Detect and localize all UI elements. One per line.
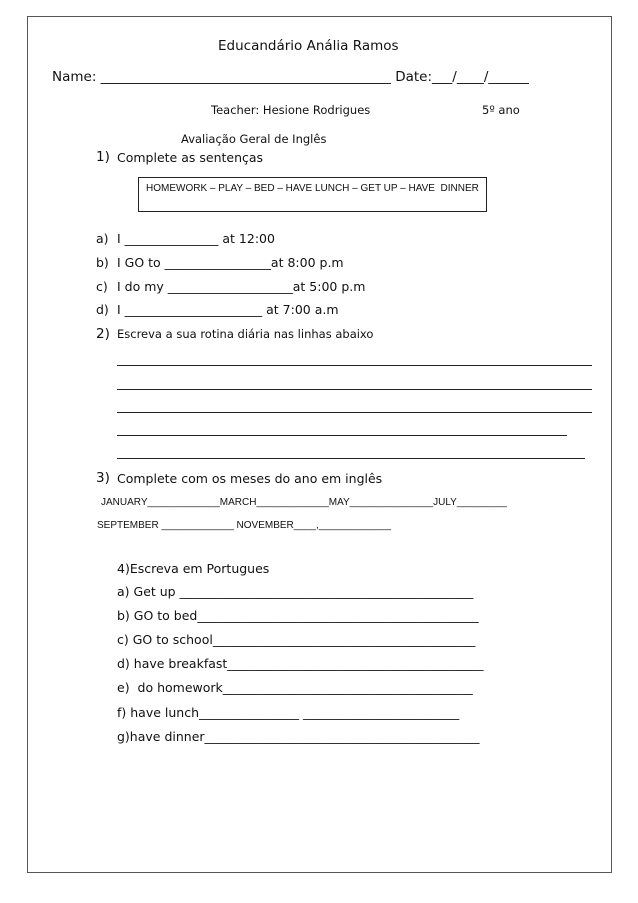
routine-line	[117, 458, 585, 459]
q2-prompt: Escreva a sua rotina diária nas linhas abaixo	[117, 327, 374, 341]
q1-item-a-letter: a)	[96, 231, 109, 246]
q1-prompt: Complete as sentenças	[117, 150, 264, 165]
teacher-name: Teacher: Hesione Rodrigues	[211, 103, 371, 117]
q1-number: 1)	[96, 149, 110, 165]
months-row-1: JANUARY_____________MARCH_____________MAY_______________JULY_________	[101, 497, 507, 508]
word-bank-text: HOMEWORK – PLAY – BED – HAVE LUNCH – GET UP – HAVE DINNER	[146, 183, 479, 194]
q4-item-c: c) GO to school__________________________________________	[117, 632, 476, 647]
q1-item-b-letter: b)	[96, 255, 109, 270]
q1-item-c-letter: c)	[96, 279, 108, 294]
q1-item-b-text: I GO to _________________at 8:00 p.m	[117, 255, 344, 270]
q4-item-a: a) Get up _______________________________________________	[117, 584, 474, 599]
routine-line	[117, 365, 592, 366]
q3-number: 3)	[96, 470, 110, 486]
name-date-line: Name: ___________________________________________ Date:___/____/______	[52, 69, 529, 85]
routine-line	[117, 412, 592, 413]
months-row-2: SEPTEMBER _____________ NOVEMBER____,_____________	[97, 520, 392, 531]
routine-line	[117, 435, 567, 436]
q4-item-d: d) have breakfast_________________________________________	[117, 656, 484, 671]
q4-prompt: 4)Escreva em Portugues	[117, 561, 270, 576]
school-name: Educandário Anália Ramos	[218, 38, 399, 54]
q2-number: 2)	[96, 326, 110, 342]
q4-item-g: g)have dinner____________________________________________	[117, 729, 480, 744]
exam-title: Avaliação Geral de Inglês	[181, 132, 327, 146]
q1-item-c-text: I do my ____________________at 5:00 p.m	[117, 279, 366, 294]
q1-item-d-letter: d)	[96, 302, 109, 317]
q3-prompt: Complete com os meses do ano em inglês	[117, 471, 383, 486]
q4-item-f: f) have lunch________________ _________________________	[117, 705, 460, 720]
q4-item-e: e) do homework________________________________________	[117, 680, 473, 695]
q4-item-b: b) GO to bed_____________________________________________	[117, 608, 479, 623]
q1-item-a-text: I _______________ at 12:00	[117, 231, 275, 246]
q1-item-d-text: I ______________________ at 7:00 a.m	[117, 302, 339, 317]
grade-label: 5º ano	[482, 103, 520, 117]
routine-line	[117, 389, 592, 390]
